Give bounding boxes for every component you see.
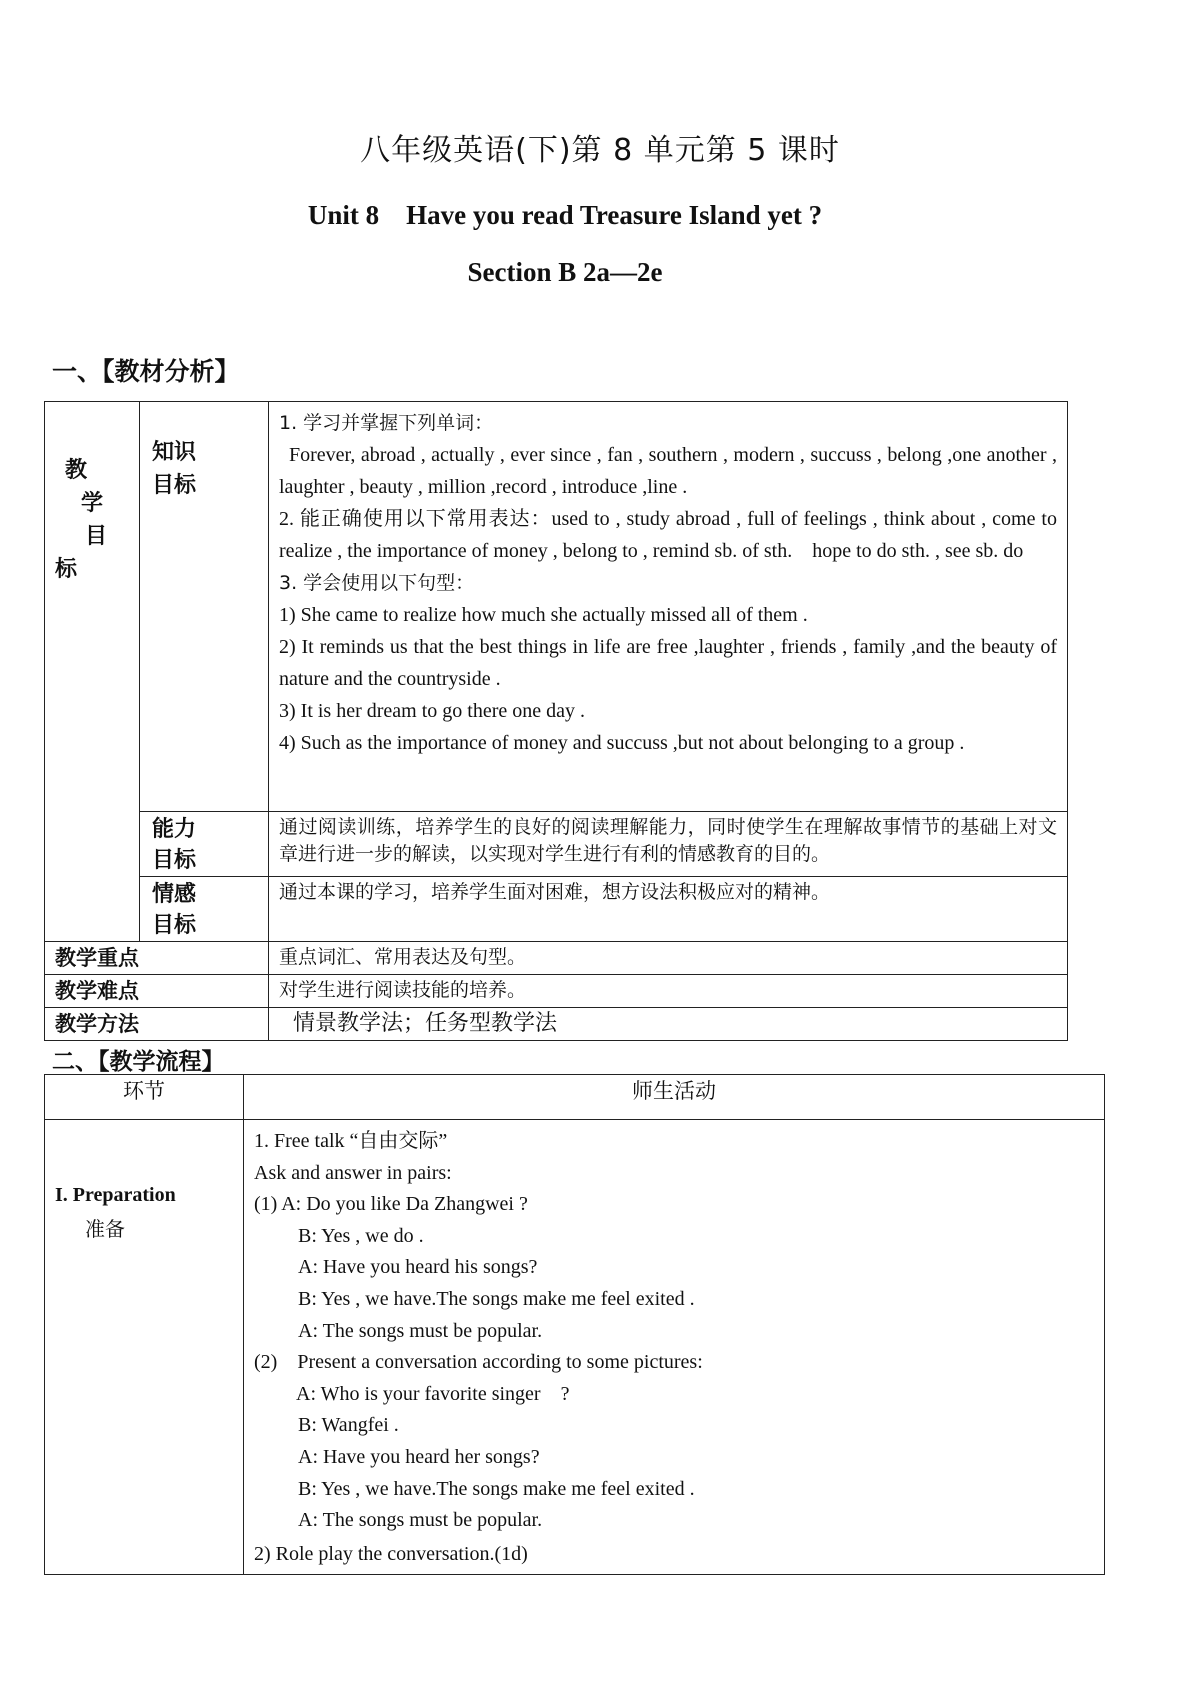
- activity-cell: [244, 1120, 1105, 1575]
- knowledge-line: Forever, abroad , actually , ever since , fan , southern , modern , succuss , belong ,one another , laughter , beauty , million ,record , introduce ,line .: [279, 444, 1057, 498]
- activity-line: B: Yes , we have.The songs make me feel exited .: [298, 1287, 695, 1310]
- activity-line: A: Have you heard her songs?: [298, 1445, 540, 1468]
- activity-line: A: The songs must be popular.: [298, 1509, 543, 1532]
- knowledge-line: 1) She came to realize how much she actually missed all of them .: [279, 604, 808, 626]
- activity-line: B: Yes , we have.The songs make me feel exited .: [298, 1477, 695, 1500]
- methods-content: 情景教学法；任务型教学法: [269, 1008, 1068, 1041]
- goals-char-1: 教: [65, 458, 88, 483]
- activity-line: A: Who is your favorite singer ?: [296, 1382, 570, 1405]
- activity-column-header: 师生活动: [244, 1075, 1105, 1120]
- knowledge-line: 3. 学会使用以下句型：: [279, 572, 475, 594]
- difficulties-content: 对学生进行阅读技能的培养。: [269, 975, 1068, 1008]
- stage-column-header: 环节: [45, 1075, 244, 1120]
- goals-char-4: 标: [55, 557, 78, 582]
- knowledge-line: 3) It is her dream to go there one day .: [279, 700, 586, 722]
- key-points-label: 教学重点: [45, 942, 269, 975]
- activity-line: A: Have you heard his songs?: [298, 1256, 538, 1279]
- methods-label: 教学方法: [45, 1008, 269, 1041]
- knowledge-goal-label: 知识 目标: [140, 402, 269, 812]
- ability-goal-label: 能力 目标: [140, 812, 269, 877]
- section2-heading: 二、【教学流程】: [52, 1049, 225, 1075]
- emotion-goal-content: 通过本课的学习，培养学生面对困难，想方设法积极应对的精神。: [269, 877, 1068, 942]
- knowledge-line: 2) It reminds us that the best things in life are free ,laughter , friends , family ,and the beauty of nature and the countryside .: [279, 636, 1057, 690]
- teaching-goals-label: [45, 402, 140, 942]
- difficulties-label: 教学难点: [45, 975, 269, 1008]
- emotion-goal-label: 情感 目标: [140, 877, 269, 942]
- section1-heading: 一、【教材分析】: [52, 357, 240, 386]
- ability-goal-content: 通过阅读训练，培养学生的良好的阅读理解能力，同时使学生在理解故事情节的基础上对文章进行进一步的解读，以实现对学生进行有利的情感教育的目的。: [269, 812, 1068, 877]
- teaching-process-table: [44, 1074, 1105, 1575]
- activity-line: B: Wangfei .: [298, 1414, 399, 1437]
- unit-title: Unit 8 Have you read Treasure Island yet ?: [307, 200, 823, 230]
- activity-line: 1. Free talk “自由交际”: [254, 1130, 448, 1152]
- material-analysis-table: [44, 401, 1068, 1041]
- document-title: 八年级英语(下)第 8 单元第 5 课时: [360, 133, 840, 168]
- stage-name-en: I. Preparation: [55, 1184, 176, 1206]
- activity-line: Ask and answer in pairs:: [254, 1161, 452, 1184]
- activity-line: (2) Present a conversation according to some pictures:: [254, 1351, 703, 1374]
- key-points-content: 重点词汇、常用表达及句型。: [269, 942, 1068, 975]
- activity-line: A: The songs must be popular.: [298, 1319, 543, 1342]
- activity-line: (1) A: Do you like Da Zhangwei ?: [254, 1193, 528, 1216]
- activity-line: B: Yes , we do .: [298, 1224, 424, 1247]
- knowledge-line: 1. 学习并掌握下列单词：: [279, 412, 494, 434]
- goals-char-2: 学: [81, 491, 104, 516]
- activity-line: 2) Role play the conversation.(1d): [254, 1542, 528, 1565]
- knowledge-line: 4) Such as the importance of money and succuss ,but not about belonging to a group .: [279, 732, 965, 754]
- stage-cell: [45, 1120, 244, 1575]
- stage-name-cn: 准备: [85, 1217, 125, 1241]
- knowledge-line: 2. 能正确使用以下常用表达：used to , study abroad , full of feelings , think about , come to realize , the importance of money , belong to , remind sb. of sth. hope to do sth. , see sb. do: [279, 508, 1057, 562]
- goals-char-3: 目: [85, 524, 108, 549]
- section-title: Section B 2a—2e: [467, 257, 663, 287]
- knowledge-goal-content: [269, 402, 1068, 812]
